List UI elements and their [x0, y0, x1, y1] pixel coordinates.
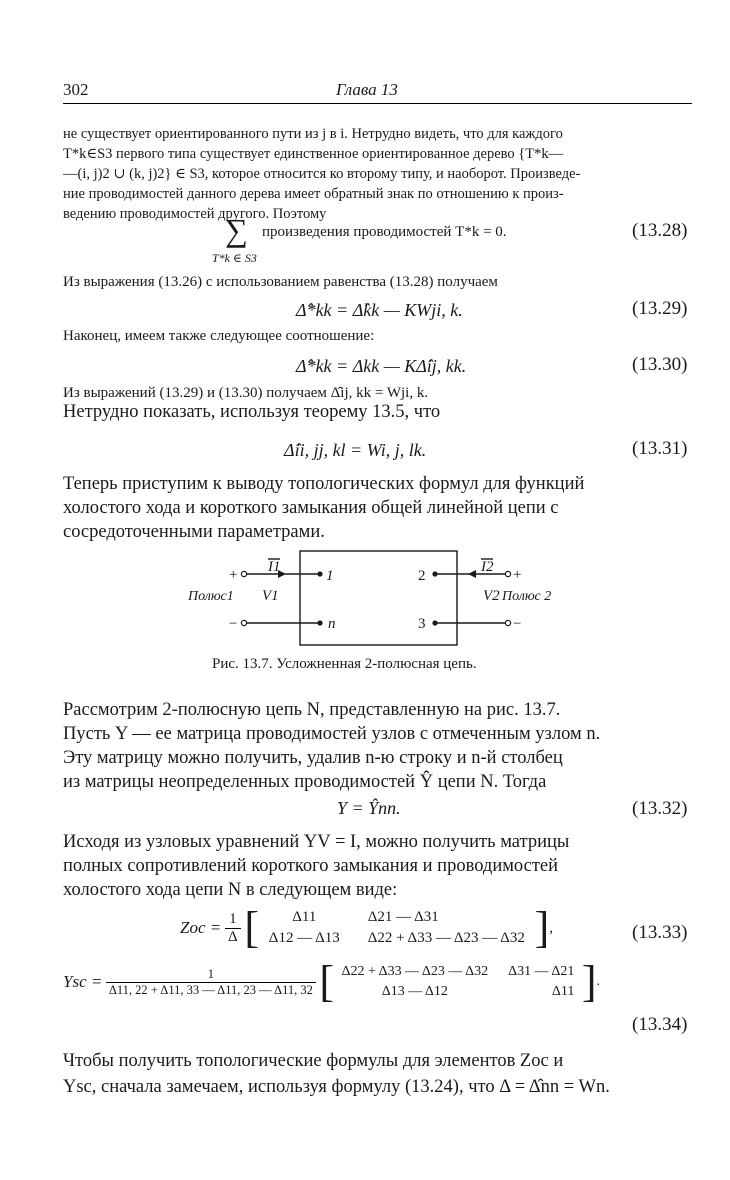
node-dot-2 [432, 571, 437, 576]
paragraph-line: холостого хода цепи N в следующем виде: [63, 880, 398, 900]
equation-number-13-30: (13.30) [632, 354, 688, 375]
paragraph-line: Ysc, сначала замечаем, используя формулу (13.24), что Δ = Δ̂nn = Wn. [63, 1077, 610, 1097]
zoc-m11: Δ11 [292, 909, 317, 925]
zoc-m21: Δ12 — Δ13 [268, 930, 340, 946]
equation-number-13-31: (13.31) [632, 438, 688, 459]
paragraph-line: холостого хода и короткого замыкания общей линейной цепи с [63, 498, 559, 518]
text-after-13-29: Наконец, имеем также следующее соотношение: [63, 328, 375, 344]
equation-number-13-28: (13.28) [632, 220, 688, 241]
header-rule [63, 103, 692, 104]
ysc-fraction-den: Δ11, 22 + Δ11, 33 — Δ11, 23 — Δ11, 32 [108, 982, 313, 997]
equation-number-13-33: (13.33) [632, 922, 688, 943]
minus-right: − [513, 616, 522, 632]
sum-symbol: ∑ [225, 212, 248, 248]
ysc-fraction [106, 967, 316, 998]
zoc-fraction [225, 911, 241, 946]
ysc-matrix [338, 964, 579, 1000]
equation-13-29: Δ̂*kk = Δ̂kk — KWji, k. [296, 300, 463, 320]
terminal-bottom-right [505, 620, 510, 625]
page-number: 302 [63, 80, 89, 99]
paragraph-line: полных сопротивлений короткого замыкания и проводимостей [63, 856, 559, 876]
terminal-top-right [505, 571, 510, 576]
terminal-top-left [241, 571, 246, 576]
paragraph-line: из матрицы неопределенных проводимостей Ŷ цепи N. Тогда [63, 772, 547, 792]
node-dot-1 [317, 571, 322, 576]
voltage-v2: V2 [483, 588, 500, 604]
equation-13-32: Y = Ŷnn. [337, 798, 401, 818]
plus-right: + [513, 567, 522, 583]
terminal-bottom-left [241, 620, 246, 625]
equation-number-13-29: (13.29) [632, 298, 688, 319]
intro-line: ние проводимостей данного дерева имеет обратный знак по отношению к произ- [63, 186, 564, 202]
figure-caption: Рис. 13.7. Усложненная 2-полюсная цепь. [212, 656, 477, 672]
plus-left: + [229, 567, 238, 583]
text-after-13-28: Из выражения (13.26) с использованием равенства (13.28) получаем [63, 274, 498, 290]
ysc-m22: Δ11 [551, 984, 575, 999]
text-after-13-30: Из выражений (13.29) и (13.30) получаем Δ̂ij, kk = Wji, k. [63, 385, 429, 401]
ysc-fraction-num: 1 [106, 967, 316, 983]
equation-13-31: Δ̂ii, jj, kl = Wi, j, lk. [284, 440, 427, 460]
equation-13-28: произведения проводимостей T*k = 0. [262, 224, 507, 240]
intro-line: T*k∈S3 первого типа существует единственное ориентированное дерево {T*k— [63, 146, 564, 162]
current-i2: I2 [481, 559, 494, 575]
ysc-m12: Δ31 — Δ21 [508, 964, 575, 979]
zoc-m12: Δ21 — Δ31 [367, 909, 439, 925]
bracket-open: [ [244, 903, 260, 952]
bracket-close: ] [581, 957, 597, 1006]
zoc-lhs: Zoc = [180, 918, 222, 937]
voltage-v1: V1 [262, 588, 279, 604]
figure-two-port-network [188, 545, 580, 655]
text-theorem: Нетрудно показать, используя теорему 13.5, что [63, 402, 441, 422]
ysc-m21: Δ13 — Δ12 [381, 984, 448, 999]
intro-line: не существует ориентированного пути из j в i. Нетрудно видеть, что для каждого [63, 126, 563, 142]
ysc-m11: Δ22 + Δ33 — Δ23 — Δ32 [341, 964, 489, 979]
port-2-label: Полюс 2 [502, 589, 552, 604]
paragraph-line: Пусть Y — ее матрица проводимостей узлов с отмеченным узлом n. [63, 724, 601, 744]
equation-13-33 [180, 903, 553, 952]
zoc-m22: Δ22 + Δ33 — Δ23 — Δ32 [367, 930, 525, 946]
paragraph-consider [63, 698, 692, 794]
paragraph-line: Рассмотрим 2-полюсную цепь N, представленную на рис. 13.7. [63, 700, 561, 720]
bracket-close: ] [534, 903, 550, 952]
equation-number-13-32: (13.32) [632, 798, 688, 819]
paragraph-line: Исходя из узловых уравнений YV = I, можно получить матрицы [63, 832, 570, 852]
paragraph-final [63, 1048, 692, 1100]
current-i1: I1 [268, 559, 281, 575]
node-dot-3 [432, 620, 437, 625]
node-label-1: 1 [326, 568, 334, 584]
bracket-open: [ [319, 957, 335, 1006]
chapter-title: Глава 13 [336, 80, 398, 99]
arrow-i2 [468, 570, 476, 578]
zoc-matrix [263, 909, 531, 947]
port-1-label: Полюс1 [188, 589, 234, 604]
zoc-trail: , [549, 919, 553, 936]
intro-paragraph [63, 124, 692, 224]
paragraph-line: Эту матрицу можно получить, удалив n-ю строку и n-й столбец [63, 748, 563, 768]
minus-left: − [229, 616, 238, 632]
paragraph-line: сосредоточенными параметрами. [63, 522, 325, 542]
equation-13-34 [63, 957, 601, 1006]
zoc-fraction-den: Δ [227, 928, 238, 945]
zoc-fraction-num: 1 [225, 911, 241, 929]
node-label-2: 2 [418, 568, 426, 584]
ysc-trail: . [596, 974, 601, 989]
node-dot-n [317, 620, 322, 625]
equation-13-30: Δ̂*kk = Δkk — KΔ̂ij, kk. [296, 356, 467, 376]
paragraph-line: Теперь приступим к выводу топологических формул для функций [63, 474, 585, 494]
equation-number-13-34: (13.34) [632, 1014, 688, 1035]
node-label-n: n [328, 616, 336, 632]
paragraph-topology [63, 472, 692, 544]
network-box [300, 551, 457, 645]
ysc-lhs: Ysc = [63, 972, 103, 991]
intro-line: ведению проводимостей другого. Поэтому [63, 206, 327, 222]
paragraph-line: Чтобы получить топологические формулы для элементов Zoc и [63, 1051, 564, 1071]
sum-subscript: T*k ∈ S3 [212, 251, 257, 265]
intro-line: —(i, j)2 ∪ (k, j)2} ∈ S3, которое относится ко второму типу, и наоборот. Произведе- [63, 166, 581, 182]
paragraph-nodal [63, 830, 692, 902]
node-label-3: 3 [418, 616, 426, 632]
